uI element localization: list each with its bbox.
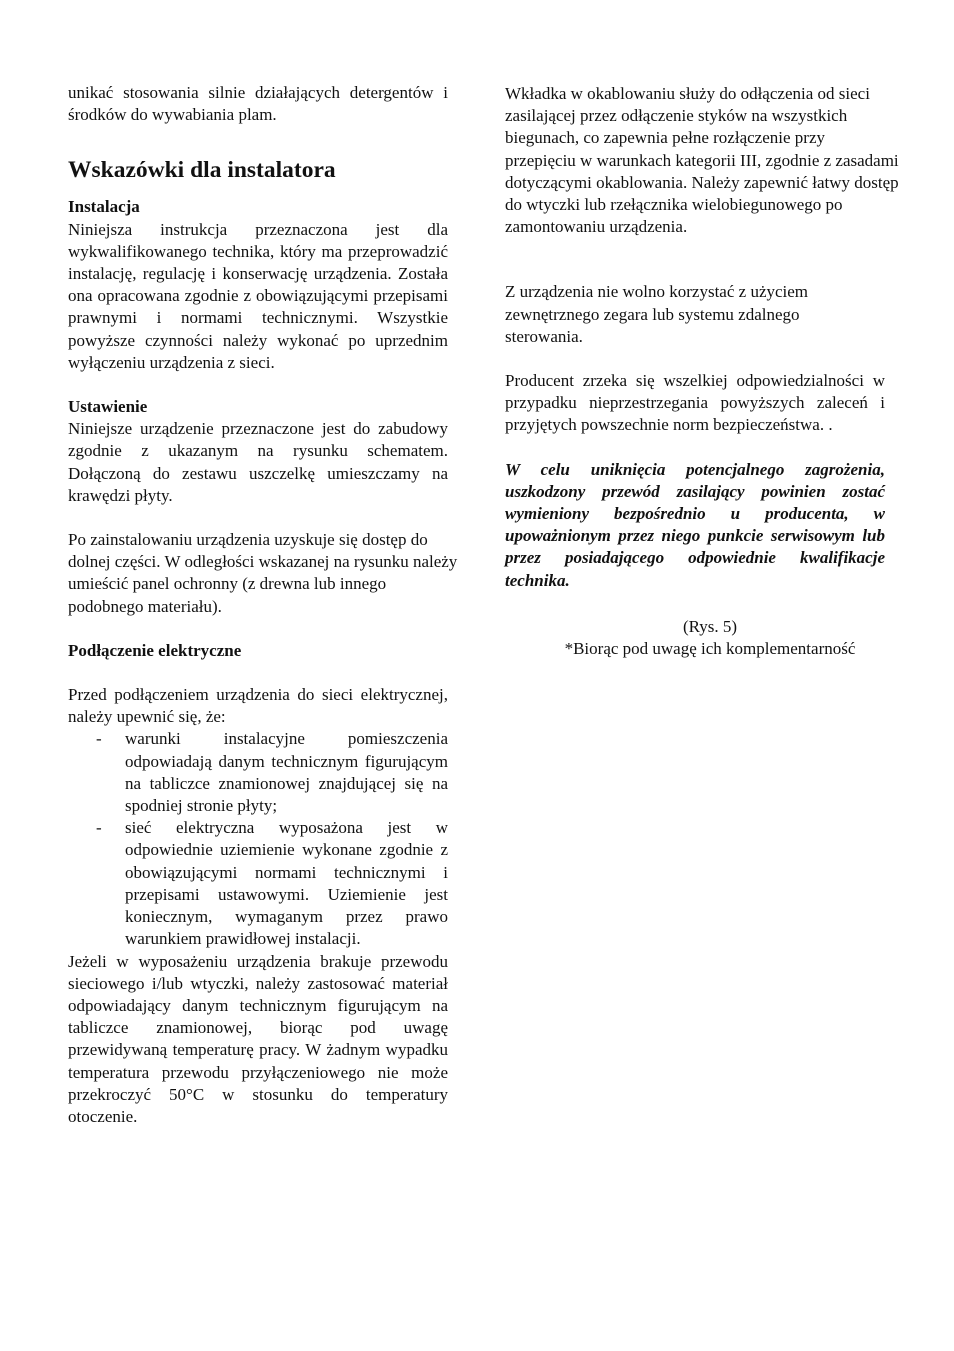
disconnect-paragraph: Wkładka w okablowaniu służy do odłączenia od sieci zasilającej przez odłączenie styków na wszystkich biegunach, co zapewnia pełne rozłączenie przy przepięciu w warunkach kategorii III, zgodnie z zasadami dotyczącymi okablowania. Należy zapewnić łatwy dostęp do wtyczki lub rzełącznika wielobiegunowego po zamontowaniu urządzenia. (505, 84, 899, 237)
installation-heading: Instalacja (68, 197, 140, 217)
intro-paragraph: unikać stosowania silnie działających detergentów i środków do wywabiania plam. (68, 83, 448, 125)
placement-text-2: Po zainstalowaniu urządzenia uzyskuje się dostęp do dolnej części. W odległości wskazanej na rysunku należy umieścić panel ochronny (z drewna lub innego podobnego materiału). (68, 530, 458, 616)
placement-heading: Ustawienie (68, 397, 148, 417)
installation-text: Niniejsza instrukcja przeznaczona jest dla wykwalifikowanego technika, który ma przeprowadzić instalację, regulację i konserwację urządzenia. Została ona opracowana zgodnie z obowiązującymi przepisami prawnymi i normami technicznymi. Wszystkie powyższe czynności należy wykonać po uprzednim wyłączeniu urządzenia z sieci. (68, 219, 448, 372)
electrical-heading: Podłączenie elektryczne (68, 640, 242, 660)
left-column (68, 82, 458, 1128)
placement-text: Niniejsze urządzenie przeznaczone jest do zabudowy zgodnie z ukazanym na rysunku schematem. Dołączoną do zestawu uszczelkę umieszczamy na krawędzi płyty. (68, 419, 448, 505)
electrical-checklist (68, 728, 448, 950)
warning-paragraph: W celu uniknięcia potencjalnego zagrożenia, uszkodzony przewód zasilający powinien zostać wymieniony bezpośrednio u producenta, w upoważnionym przez niego punkcie serwisowym lub przez posiadającego odpowiednie kwalifikacje technika. (505, 459, 885, 590)
list-item: - sieć elektryczna wyposażona jest w odpowiednie uziemienie wykonane zgodnie z obowiązującymi normami technicznymi i przepisami ustawowymi. Uziemienie jest koniecznym, wymaganym przez prawo warunkiem prawidłowej instalacji. (68, 817, 448, 950)
installer-section-heading: Wskazówki dla instalatora (68, 157, 336, 184)
figure-reference: (Rys. 5) (682, 616, 738, 636)
timer-paragraph: Z urządzenia nie wolno korzystać z użyciem zewnętrznego zegara lub systemu zdalnego sterowania. (505, 282, 809, 346)
footnote: *Biorąc pod uwagę ich komplementarność (564, 639, 856, 659)
list-item: - warunki instalacyjne pomieszczenia odpowiadają danym technicznym figurującym na tabliczce znamionowej znajdującej się na spodniej stronie płyty; (68, 728, 448, 817)
electrical-cable-text: Jeżeli w wyposażeniu urządzenia brakuje przewodu sieciowego i/lub wtyczki, należy zastosować materiał odpowiadający danym technicznym figurującym na tabliczce znamionowej, biorąc pod uwagę przewidywaną temperaturę pracy. W żadnym wypadku temperatura przewodu przyłączeniowego nie może przekroczyć 50°C w stosunku do temperatury otoczenie. (68, 951, 448, 1126)
electrical-intro: Przed podłączeniem urządzenia do sieci elektrycznej, należy upewnić się, że: (68, 685, 448, 727)
liability-paragraph: Producent zrzeka się wszelkiej odpowiedzialności w przypadku nieprzestrzegania powyższych zaleceń i przyjętych powszechnie norm bezpieczeństwa. . (505, 371, 885, 435)
right-column (505, 83, 900, 660)
